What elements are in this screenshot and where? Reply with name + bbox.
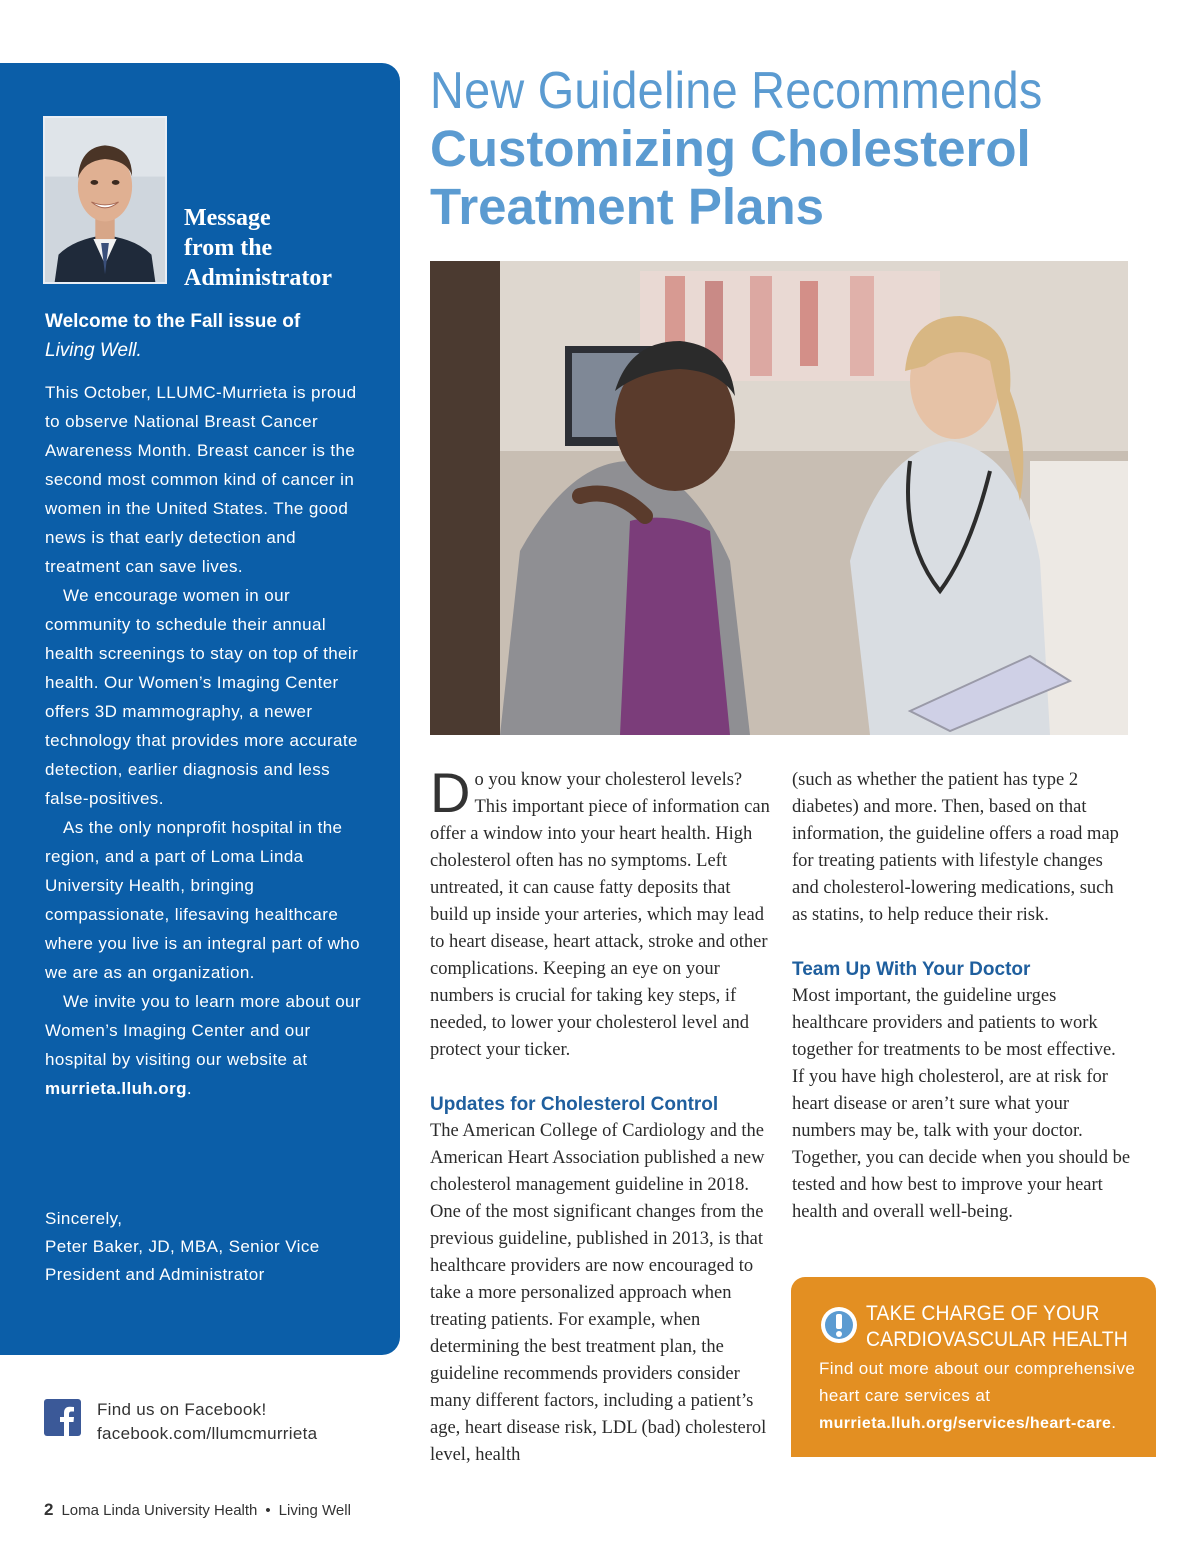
publication-name: Living Well. [45,340,142,361]
heart-health-callout [791,1277,1156,1457]
section-body-team-up: Most important, the guideline urges healthcare providers and patients to work together for treatments to be most effective. If you have high cholesterol, are at risk for heart disease or aren’t sure what your numbers may be, talk with your doctor. Together, you can decide when you should be tested and how best to improve your heart health and overall well-being. [792,986,1131,1222]
message-paragraph: This October, LLUMC-Murrieta is proud to observe National Breast Cancer Awareness Month. Breast cancer is the second most common kind of cancer in women in the United States. The good news is that early detection and treatment can save lives. [45,383,357,576]
article-intro: Do you know your cholesterol levels? This important piece of information can offer a window into your heart health. High cholesterol often has no symptoms. Left untreated, it can cause fatty deposits that build up inside your arteries, which may lead to heart disease, heart attack, stroke and other complications. Keeping an eye on your numbers is crucial for taking key steps, if needed, to lower your cholesterol level and protect your ticker. [430,761,770,1060]
section-heading-team-up: Team Up With Your Doctor [792,959,1031,980]
section-body-updates: The American College of Cardiology and the American Heart Association published a new cholesterol management guideline in 2018. One of the most significant changes from the previous guideline, published in 2013, is that healthcare providers are now encouraged to take a more personalized approach when treating patients. For example, when determining the best treatment plan, the guideline recommends providers consider many different factors, including a patient’s age, heart disease risk, LDL (bad) cholesterol level, health [430,1121,767,1465]
footer-publication: Living Well [278,1502,351,1519]
article-photo [430,261,1128,735]
drop-cap: D [430,761,471,824]
section-heading-updates: Updates for Cholesterol Control [430,1094,719,1115]
administrator-message-body [45,378,375,1103]
article-headline [430,62,1190,236]
footer-org: Loma Linda University Health [61,1502,258,1519]
article-column-2 [792,767,1132,1226]
page-footer: 2 Loma Linda University Health • Living Well [44,1500,351,1519]
facebook-link[interactable]: facebook.com/llumcmurrieta [97,1424,318,1443]
headline-title-line1: Customizing Cholesterol [430,120,1031,177]
welcome-heading: Welcome to the Fall issue of Living Well. [45,307,375,365]
website-link[interactable]: murrieta.lluh.org [45,1079,187,1098]
administrator-portrait [43,116,167,284]
facebook-icon[interactable] [44,1399,81,1436]
callout-body: Find out more about our comprehensive heart care services at murrieta.lluh.org/services/heart-care. [819,1359,1136,1432]
page-number: 2 [44,1500,54,1519]
callout-title: TAKE CHARGE OF YOUR CARDIOVASCULAR HEALTH [866,1302,1128,1351]
facebook-text: Find us on Facebook! facebook.com/llumcmurrieta [97,1398,317,1446]
heart-care-link[interactable]: murrieta.lluh.org/services/heart-care [819,1415,1112,1432]
signature: Peter Baker, JD, MBA, Senior Vice President and Administrator [45,1237,320,1284]
alert-icon [819,1305,859,1345]
signoff: Sincerely, Peter Baker, JD, MBA, Senior Vice President and Administrator [45,1205,375,1289]
administrator-sidebar [0,63,400,1355]
article-column-1 [430,761,770,1469]
message-paragraph: We encourage women in our community to schedule their annual health screenings to stay on top of their health. Our Women’s Imaging Center offers 3D mammography, a newer technology that provides more accurate detection, earlier diagnosis and less false-positives. [45,586,359,808]
section-body-updates-continued: (such as whether the patient has type 2 diabetes) and more. Then, based on that information, the guideline offers a road map for treating patients with lifestyle changes and cholesterol-lowering medications, such as statins, to help reduce their risk. [792,770,1119,925]
message-paragraph: We invite you to learn more about our Women’s Imaging Center and our hospital by visiting our website at murrieta.lluh.org. [45,992,361,1098]
message-title: Message from the Administrator [184,205,332,291]
message-paragraph: As the only nonprofit hospital in the region, and a part of Loma Linda University Health, bringing compassionate, lifesaving healthcare where you live is an integral part of who we are as an organization. [45,818,361,982]
headline-title-line2: Treatment Plans [430,178,824,235]
headline-kicker: New Guideline Recommends [430,62,1043,120]
